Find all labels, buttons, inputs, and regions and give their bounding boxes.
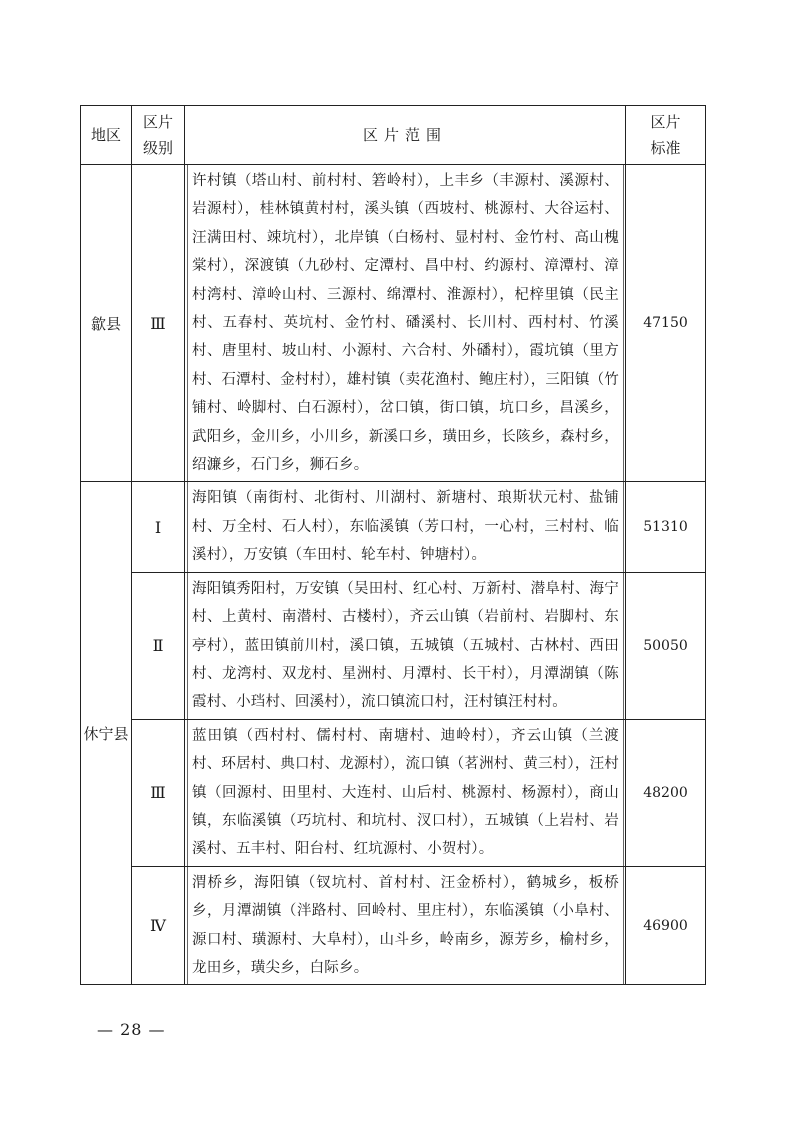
level-cell: Ⅱ	[132, 572, 185, 719]
range-text: 许村镇（塔山村、前村村、箬岭村），上丰乡（丰源村、溪源村、岩源村），桂林镇黄村村，溪头镇（西坡村、桃源村、大谷运村、汪满田村、竦坑村），北岸镇（白杨村、显村村、金竹村、高山槐棠村），深渡镇（九砂村、定潭村、昌中村、约源村、漳潭村、漳村湾村、漳岭山村、三源村、绵潭村、淮源村），杞梓里镇（民主村、五春村、英坑村、金竹村、磻溪村、长川村、西村村、竹溪村、唐里村、坡山村、小源村、六合村、外磻村），霞坑镇（里方村、石潭村、金村村），雄村镇（卖花渔村、鲍庄村），三阳镇（竹铺村、岭脚村、白石源村），岔口镇，街口镇，坑口乡，昌溪乡，武阳乡，金川乡，小川乡，新溪口乡，璜田乡，长陔乡，森村乡，绍濂乡，石门乡，狮石乡。	[187, 165, 624, 481]
range-text: 渭桥乡，海阳镇（钗坑村、首村村、汪金桥村），鹤城乡，板桥乡，月潭湖镇（泮路村、回岭村、里庄村），东临溪镇（小阜村、源口村、璜源村、大阜村），山斗乡，岭南乡，源芳乡，榆村乡，龙田乡，璜尖乡，白际乡。	[187, 867, 624, 985]
table-row	[81, 572, 706, 719]
range-cell	[185, 482, 626, 572]
table-row	[81, 165, 706, 482]
range-cell	[185, 572, 626, 719]
standard-cell: 50050	[626, 572, 706, 719]
standard-cell: 51310	[626, 482, 706, 572]
range-text: 蓝田镇（西村村、儒村村、南塘村、迪岭村），齐云山镇（兰渡村、环居村、典口村、龙源村），流口镇（茗洲村、黄三村），汪村镇（回源村、田里村、大连村、山后村、桃源村、杨源村），商山镇，东临溪镇（巧坑村、和坑村、汊口村），五城镇（上岩村、岩溪村、五丰村、阳台村、红坑源村、小贺村）。	[187, 720, 624, 866]
level-cell: Ⅲ	[132, 719, 185, 866]
range-cell	[185, 866, 626, 985]
range-text: 海阳镇秀阳村，万安镇（吴田村、红心村、万新村、潜阜村、海宁村、上黄村、南潜村、古楼村），齐云山镇（岩前村、岩脚村、东亭村），蓝田镇前川村，溪口镇，五城镇（五城村、古林村、西田村、龙湾村、双龙村、星洲村、月潭村、长干村），月潭湖镇（陈霞村、小珰村、回溪村），流口镇流口村，汪村镇汪村村。	[187, 573, 624, 719]
header-region: 地区	[81, 106, 132, 165]
level-cell: Ⅰ	[132, 482, 185, 572]
level-cell: Ⅲ	[132, 165, 185, 482]
range-cell	[185, 719, 626, 866]
region-cell: 休宁县	[81, 482, 132, 985]
table-row	[81, 482, 706, 572]
range-cell	[185, 165, 626, 482]
header-standard: 区片 标准	[626, 106, 706, 165]
level-cell: Ⅳ	[132, 866, 185, 985]
land-zone-table	[80, 105, 706, 985]
standard-cell: 46900	[626, 866, 706, 985]
standard-cell: 47150	[626, 165, 706, 482]
range-text: 海阳镇（南街村、北街村、川湖村、新塘村、琅斯状元村、盐铺村、万全村、石人村），东临溪镇（芳口村，一心村，三村村、临溪村），万安镇（车田村、轮车村、钟塘村）。	[187, 482, 624, 571]
header-level: 区片 级别	[132, 106, 185, 165]
header-row	[81, 106, 706, 165]
page-number: — 28 —	[97, 1020, 166, 1039]
table-row	[81, 866, 706, 985]
header-range: 区片范围	[185, 106, 626, 165]
table-row	[81, 719, 706, 866]
standard-cell: 48200	[626, 719, 706, 866]
region-cell: 歙县	[81, 165, 132, 482]
